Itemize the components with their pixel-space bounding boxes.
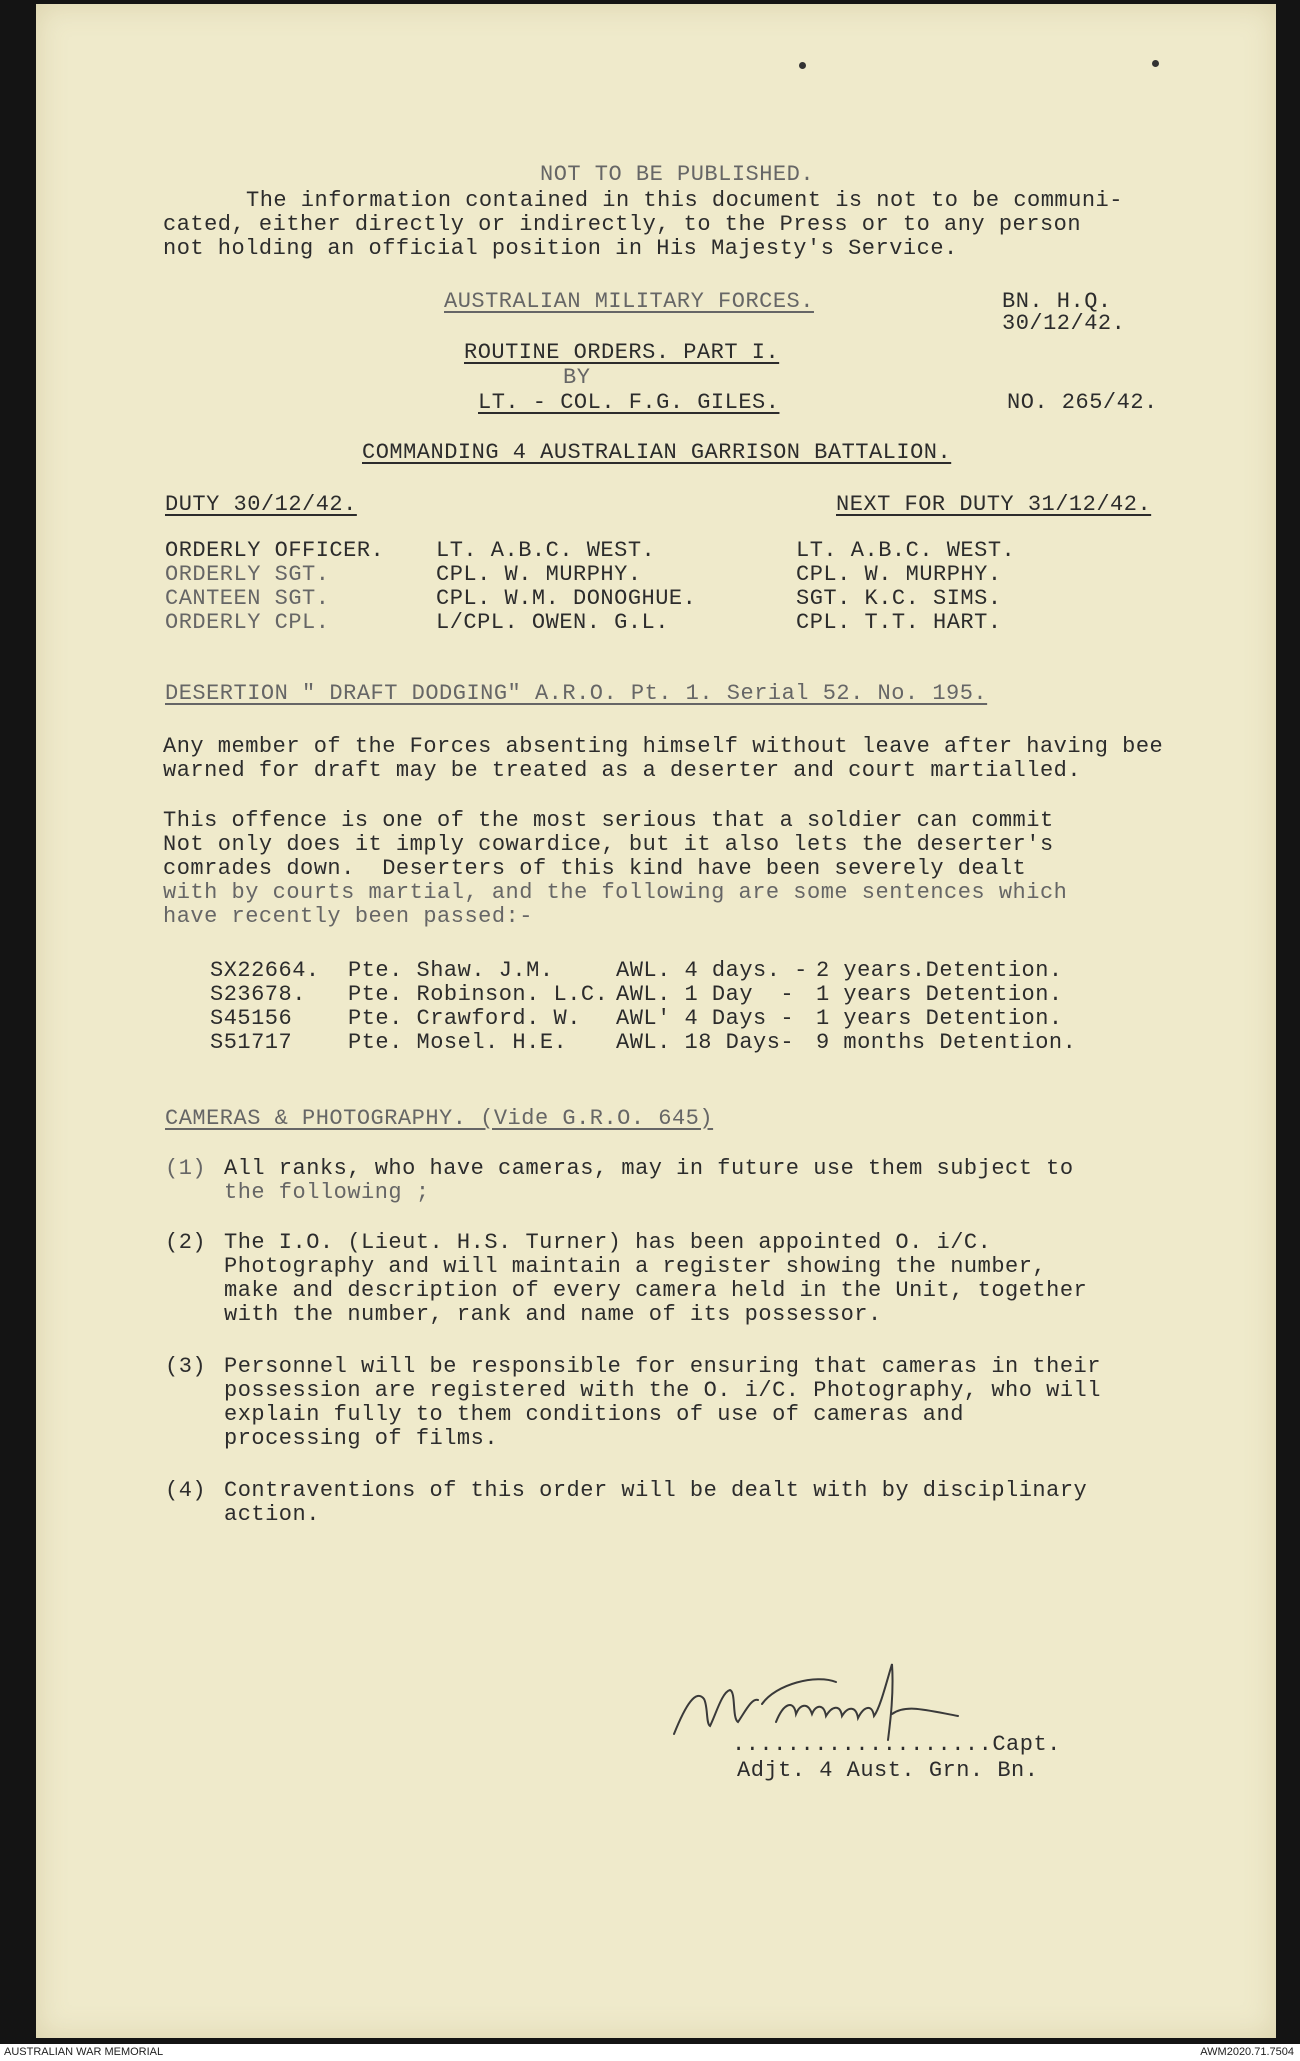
signature-line: ...................Capt. — [732, 1732, 1061, 1757]
notice-line: not holding an official position in His Majesty's Service. — [163, 236, 958, 261]
sentence-absence: AWL' 4 Days - — [616, 1006, 795, 1031]
desertion-para2-line: Not only does it imply cowardice, but it also lets the deserter's — [163, 832, 1054, 857]
duty-current: LT. A.B.C. WEST. — [436, 538, 656, 563]
classification-heading: NOT TO BE PUBLISHED. — [540, 162, 815, 187]
camera-item-line: action. — [224, 1502, 320, 1527]
duty-current: CPL. W.M. DONOGHUE. — [436, 586, 697, 611]
desertion-heading: DESERTION " DRAFT DODGING" A.R.O. Pt. 1. Serial 52. No. 195. — [165, 681, 988, 706]
camera-item-line: Photography and will maintain a register showing the number, — [224, 1254, 1047, 1279]
order-date: 30/12/42. — [1002, 311, 1126, 336]
order-number: NO. 265/42. — [1007, 390, 1158, 415]
camera-item-line: make and description of every camera held in the Unit, together — [224, 1278, 1088, 1303]
hq-label: BN. H.Q. — [1002, 289, 1112, 314]
sentence-absence: AWL. 18 Days- — [616, 1030, 795, 1055]
camera-item-line: Contraventions of this order will be dealt with by disciplinary — [224, 1478, 1088, 1503]
hole-punch-mark — [799, 62, 806, 69]
camera-item-number: (1) — [165, 1156, 207, 1181]
notice-line: The information contained in this document is not to be communi- — [246, 188, 1123, 213]
sentence-term: 9 months Detention. — [816, 1030, 1077, 1055]
sentence-number: S51717 — [210, 1030, 293, 1055]
sentence-term: 2 years.Detention. — [816, 958, 1063, 983]
sentence-number: S23678. — [210, 982, 306, 1007]
sentence-absence: AWL. 4 days. - — [616, 958, 808, 983]
footer-accession-number: AWM2020.71.7504 — [1200, 2046, 1294, 2058]
hole-punch-mark — [1152, 60, 1159, 67]
camera-item-line: Personnel will be responsible for ensuring that cameras in their — [224, 1354, 1101, 1379]
commanding-officer: LT. - COL. F.G. GILES. — [478, 390, 780, 415]
desertion-para1-line: warned for draft may be treated as a deserter and court martialled. — [163, 758, 1082, 783]
duty-next: LT. A.B.C. WEST. — [796, 538, 1016, 563]
camera-item-line: explain fully to them conditions of use of cameras and — [224, 1402, 964, 1427]
duty-next: CPL. T.T. HART. — [796, 610, 1002, 635]
document-page — [36, 4, 1276, 2038]
duty-role: ORDERLY OFFICER. — [165, 538, 385, 563]
adjutant-appointment: Adjt. 4 Aust. Grn. Bn. — [737, 1758, 1039, 1783]
sentence-number: SX22664. — [210, 958, 320, 983]
duty-role: CANTEEN SGT. — [165, 586, 330, 611]
sentence-name: Pte. Mosel. H.E. — [348, 1030, 568, 1055]
camera-item-number: (4) — [165, 1478, 207, 1503]
sentence-term: 1 years Detention. — [816, 1006, 1063, 1031]
forces-heading: AUSTRALIAN MILITARY FORCES. — [444, 289, 814, 314]
camera-item-number: (2) — [165, 1230, 207, 1255]
desertion-para2-line: This offence is one of the most serious that a soldier can commit — [163, 808, 1054, 833]
camera-item-line: The I.O. (Lieut. H.S. Turner) has been appointed O. i/C. — [224, 1230, 992, 1255]
sentence-name: Pte. Shaw. J.M. — [348, 958, 554, 983]
sentence-absence: AWL. 1 Day - — [616, 982, 795, 1007]
camera-item-line: processing of films. — [224, 1426, 499, 1451]
orders-heading: ROUTINE ORDERS. PART I. — [464, 340, 780, 365]
camera-item-line: with the number, rank and name of its possessor. — [224, 1302, 882, 1327]
sentence-term: 1 years Detention. — [816, 982, 1063, 1007]
desertion-para2-line: have recently been passed:- — [163, 904, 533, 929]
duty-role: ORDERLY SGT. — [165, 562, 330, 587]
by-label: BY — [563, 365, 591, 390]
camera-item-line: the following ; — [224, 1180, 430, 1205]
camera-item-line: possession are registered with the O. i/C. Photography, who will — [224, 1378, 1101, 1403]
battalion-heading: COMMANDING 4 AUSTRALIAN GARRISON BATTALION. — [362, 440, 952, 465]
next-duty-date: NEXT FOR DUTY 31/12/42. — [836, 492, 1152, 517]
desertion-para2-line: with by courts martial, and the following are some sentences which — [163, 880, 1068, 905]
duty-current: CPL. W. MURPHY. — [436, 562, 642, 587]
cameras-heading: CAMERAS & PHOTOGRAPHY. (Vide G.R.O. 645) — [165, 1106, 714, 1131]
sentence-number: S45156 — [210, 1006, 293, 1031]
duty-current: L/CPL. OWEN. G.L. — [436, 610, 669, 635]
duty-role: ORDERLY CPL. — [165, 610, 330, 635]
footer-institution: AUSTRALIAN WAR MEMORIAL — [4, 2046, 164, 2058]
duty-next: CPL. W. MURPHY. — [796, 562, 1002, 587]
duty-date: DUTY 30/12/42. — [165, 492, 357, 517]
duty-next: SGT. K.C. SIMS. — [796, 586, 1002, 611]
desertion-para1-line: Any member of the Forces absenting himself without leave after having bee — [163, 734, 1164, 759]
sentence-name: Pte. Robinson. L.C. — [348, 982, 609, 1007]
desertion-para2-line: comrades down. Deserters of this kind have been severely dealt — [163, 856, 1027, 881]
notice-line: cated, either directly or indirectly, to the Press or to any person — [163, 212, 1082, 237]
sentence-name: Pte. Crawford. W. — [348, 1006, 581, 1031]
archive-footer — [0, 2044, 1300, 2061]
camera-item-number: (3) — [165, 1354, 207, 1379]
camera-item-line: All ranks, who have cameras, may in future use them subject to — [224, 1156, 1074, 1181]
